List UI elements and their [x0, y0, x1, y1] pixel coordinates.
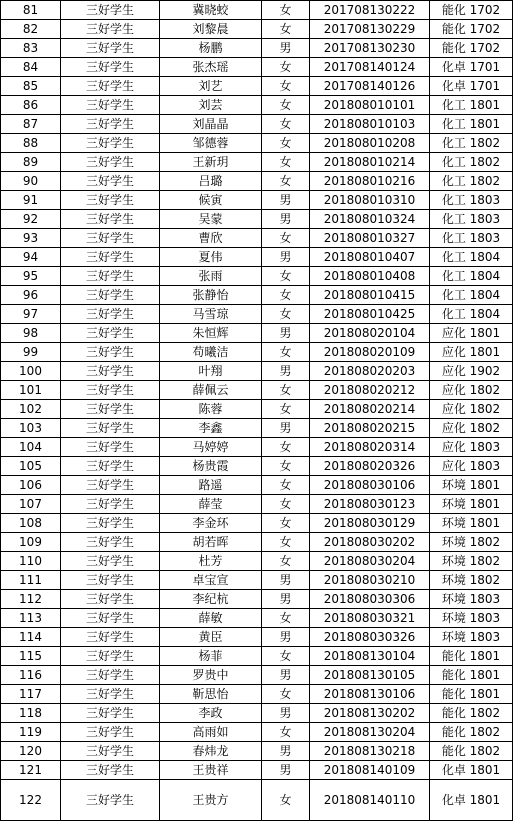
- class-cell: 化工 1803: [430, 191, 513, 210]
- student-id-cell: 201808010216: [310, 172, 430, 191]
- row-number-cell: 88: [1, 134, 61, 153]
- table-row: [1, 77, 513, 96]
- row-number-cell: 94: [1, 248, 61, 267]
- table-row: [1, 495, 513, 514]
- class-cell: 化卓 1801: [430, 761, 513, 780]
- gender-cell: 女: [262, 533, 310, 552]
- row-number-cell: 101: [1, 381, 61, 400]
- row-number-cell: 87: [1, 115, 61, 134]
- row-number-cell: 115: [1, 647, 61, 666]
- student-name-cell: 朱恒辉: [160, 324, 262, 343]
- gender-cell: 女: [262, 381, 310, 400]
- row-number-cell: 110: [1, 552, 61, 571]
- student-id-cell: 201808010324: [310, 210, 430, 229]
- award-cell: 三好学生: [61, 647, 160, 666]
- award-cell: 三好学生: [61, 229, 160, 248]
- row-number-cell: 82: [1, 20, 61, 39]
- class-cell: 化工 1803: [430, 229, 513, 248]
- row-number-cell: 95: [1, 267, 61, 286]
- award-cell: 三好学生: [61, 115, 160, 134]
- table-row: [1, 571, 513, 590]
- student-name-cell: 马婷婷: [160, 438, 262, 457]
- table-row: [1, 590, 513, 609]
- award-cell: 三好学生: [61, 362, 160, 381]
- table-row: [1, 39, 513, 58]
- student-name-cell: 夏伟: [160, 248, 262, 267]
- row-number-cell: 90: [1, 172, 61, 191]
- award-cell: 三好学生: [61, 20, 160, 39]
- student-id-cell: 201808010408: [310, 267, 430, 286]
- student-name-cell: 黄臣: [160, 628, 262, 647]
- gender-cell: 女: [262, 552, 310, 571]
- class-cell: 化工 1804: [430, 305, 513, 324]
- table-row: [1, 438, 513, 457]
- gender-cell: 女: [262, 153, 310, 172]
- gender-cell: 女: [262, 134, 310, 153]
- student-name-cell: 路遥: [160, 476, 262, 495]
- row-number-cell: 103: [1, 419, 61, 438]
- student-id-cell: 201808030204: [310, 552, 430, 571]
- row-number-cell: 120: [1, 742, 61, 761]
- student-id-cell: 201808030129: [310, 514, 430, 533]
- award-cell: 三好学生: [61, 476, 160, 495]
- table-row: [1, 115, 513, 134]
- student-id-cell: 201808010310: [310, 191, 430, 210]
- award-cell: 三好学生: [61, 666, 160, 685]
- table-row: [1, 362, 513, 381]
- student-id-cell: 201808020203: [310, 362, 430, 381]
- student-id-cell: 201808030210: [310, 571, 430, 590]
- class-cell: 环境 1803: [430, 628, 513, 647]
- gender-cell: 女: [262, 343, 310, 362]
- student-id-cell: 201808010214: [310, 153, 430, 172]
- award-cell: 三好学生: [61, 723, 160, 742]
- table-row: [1, 229, 513, 248]
- gender-cell: 男: [262, 248, 310, 267]
- award-cell: 三好学生: [61, 533, 160, 552]
- class-cell: 能化 1802: [430, 704, 513, 723]
- student-id-cell: 201808140110: [310, 780, 430, 821]
- row-number-cell: 89: [1, 153, 61, 172]
- award-cell: 三好学生: [61, 343, 160, 362]
- student-name-cell: 杨菲: [160, 647, 262, 666]
- student-id-cell: 201808020326: [310, 457, 430, 476]
- gender-cell: 男: [262, 666, 310, 685]
- class-cell: 应化 1801: [430, 324, 513, 343]
- gender-cell: 女: [262, 115, 310, 134]
- award-cell: 三好学生: [61, 704, 160, 723]
- table-row: [1, 305, 513, 324]
- row-number-cell: 92: [1, 210, 61, 229]
- row-number-cell: 84: [1, 58, 61, 77]
- class-cell: 应化 1802: [430, 419, 513, 438]
- gender-cell: 男: [262, 590, 310, 609]
- student-id-cell: 201808130202: [310, 704, 430, 723]
- award-cell: 三好学生: [61, 153, 160, 172]
- student-name-cell: 冀晓蛟: [160, 1, 262, 20]
- table-row: [1, 400, 513, 419]
- student-name-cell: 春炜龙: [160, 742, 262, 761]
- student-id-cell: 201808130104: [310, 647, 430, 666]
- class-cell: 应化 1802: [430, 381, 513, 400]
- award-cell: 三好学生: [61, 495, 160, 514]
- gender-cell: 男: [262, 704, 310, 723]
- gender-cell: 男: [262, 191, 310, 210]
- class-cell: 应化 1802: [430, 400, 513, 419]
- award-cell: 三好学生: [61, 590, 160, 609]
- award-cell: 三好学生: [61, 609, 160, 628]
- table-row: [1, 476, 513, 495]
- student-name-cell: 吕璐: [160, 172, 262, 191]
- class-cell: 化工 1801: [430, 96, 513, 115]
- student-name-cell: 杨鹏: [160, 39, 262, 58]
- class-cell: 环境 1801: [430, 495, 513, 514]
- student-name-cell: 张雨: [160, 267, 262, 286]
- table-row: [1, 96, 513, 115]
- table-row: [1, 704, 513, 723]
- student-id-cell: 201808130218: [310, 742, 430, 761]
- student-id-cell: 201808030321: [310, 609, 430, 628]
- table-row: [1, 533, 513, 552]
- class-cell: 环境 1802: [430, 533, 513, 552]
- class-cell: 应化 1803: [430, 457, 513, 476]
- student-id-cell: 201808010208: [310, 134, 430, 153]
- class-cell: 环境 1801: [430, 476, 513, 495]
- row-number-cell: 91: [1, 191, 61, 210]
- award-cell: 三好学生: [61, 286, 160, 305]
- row-number-cell: 83: [1, 39, 61, 58]
- gender-cell: 男: [262, 39, 310, 58]
- row-number-cell: 112: [1, 590, 61, 609]
- row-number-cell: 106: [1, 476, 61, 495]
- student-name-cell: 王贵祥: [160, 761, 262, 780]
- class-cell: 环境 1803: [430, 590, 513, 609]
- student-id-cell: 201708140126: [310, 77, 430, 96]
- student-id-cell: 201808010407: [310, 248, 430, 267]
- gender-cell: 女: [262, 77, 310, 96]
- class-cell: 化卓 1701: [430, 77, 513, 96]
- table-row: [1, 761, 513, 780]
- student-id-cell: 201708130229: [310, 20, 430, 39]
- student-id-cell: 201808030123: [310, 495, 430, 514]
- row-number-cell: 86: [1, 96, 61, 115]
- row-number-cell: 104: [1, 438, 61, 457]
- student-name-cell: 吴蒙: [160, 210, 262, 229]
- row-number-cell: 122: [1, 780, 61, 821]
- gender-cell: 女: [262, 20, 310, 39]
- table-row: [1, 153, 513, 172]
- table-row: [1, 286, 513, 305]
- gender-cell: 男: [262, 210, 310, 229]
- table-row: [1, 343, 513, 362]
- student-id-cell: 201708130230: [310, 39, 430, 58]
- table-row: [1, 666, 513, 685]
- award-cell: 三好学生: [61, 172, 160, 191]
- table-row: [1, 210, 513, 229]
- row-number-cell: 114: [1, 628, 61, 647]
- student-id-cell: 201808030306: [310, 590, 430, 609]
- award-cell: 三好学生: [61, 324, 160, 343]
- table-row: [1, 552, 513, 571]
- row-number-cell: 98: [1, 324, 61, 343]
- gender-cell: 女: [262, 457, 310, 476]
- award-cell: 三好学生: [61, 780, 160, 821]
- student-id-cell: 201808020314: [310, 438, 430, 457]
- gender-cell: 女: [262, 609, 310, 628]
- student-name-cell: 张静怡: [160, 286, 262, 305]
- table-row: [1, 172, 513, 191]
- class-cell: 化工 1804: [430, 286, 513, 305]
- class-cell: 能化 1801: [430, 685, 513, 704]
- award-cell: 三好学生: [61, 77, 160, 96]
- gender-cell: 女: [262, 723, 310, 742]
- row-number-cell: 81: [1, 1, 61, 20]
- row-number-cell: 85: [1, 77, 61, 96]
- student-name-cell: 靳思怡: [160, 685, 262, 704]
- class-cell: 化工 1802: [430, 153, 513, 172]
- student-id-cell: 201808020109: [310, 343, 430, 362]
- student-id-cell: 201808020212: [310, 381, 430, 400]
- gender-cell: 女: [262, 685, 310, 704]
- student-name-cell: 叶翔: [160, 362, 262, 381]
- class-cell: 环境 1803: [430, 609, 513, 628]
- student-id-cell: 201808030326: [310, 628, 430, 647]
- row-number-cell: 96: [1, 286, 61, 305]
- award-cell: 三好学生: [61, 305, 160, 324]
- award-cell: 三好学生: [61, 628, 160, 647]
- row-number-cell: 109: [1, 533, 61, 552]
- award-cell: 三好学生: [61, 210, 160, 229]
- table-row: [1, 647, 513, 666]
- row-number-cell: 100: [1, 362, 61, 381]
- student-name-cell: 曹欣: [160, 229, 262, 248]
- award-cell: 三好学生: [61, 248, 160, 267]
- table-row: [1, 685, 513, 704]
- student-name-cell: 陈蓉: [160, 400, 262, 419]
- student-id-cell: 201808010425: [310, 305, 430, 324]
- student-name-cell: 刘芸: [160, 96, 262, 115]
- student-id-cell: 201808020104: [310, 324, 430, 343]
- gender-cell: 女: [262, 780, 310, 821]
- award-cell: 三好学生: [61, 685, 160, 704]
- student-id-cell: 201808020214: [310, 400, 430, 419]
- student-name-cell: 王新玥: [160, 153, 262, 172]
- student-id-cell: 201808010415: [310, 286, 430, 305]
- award-cell: 三好学生: [61, 39, 160, 58]
- student-name-cell: 李金环: [160, 514, 262, 533]
- award-cell: 三好学生: [61, 419, 160, 438]
- row-number-cell: 93: [1, 229, 61, 248]
- student-name-cell: 苟曦洁: [160, 343, 262, 362]
- award-cell: 三好学生: [61, 267, 160, 286]
- gender-cell: 女: [262, 647, 310, 666]
- table-row: [1, 20, 513, 39]
- student-name-cell: 薛敏: [160, 609, 262, 628]
- award-table-body: [1, 1, 513, 821]
- award-cell: 三好学生: [61, 761, 160, 780]
- student-name-cell: 罗贵中: [160, 666, 262, 685]
- student-id-cell: 201808130204: [310, 723, 430, 742]
- award-cell: 三好学生: [61, 1, 160, 20]
- student-name-cell: 薛莹: [160, 495, 262, 514]
- student-name-cell: 卓宝宣: [160, 571, 262, 590]
- class-cell: 能化 1802: [430, 723, 513, 742]
- student-id-cell: 201808030202: [310, 533, 430, 552]
- class-cell: 能化 1702: [430, 20, 513, 39]
- award-cell: 三好学生: [61, 96, 160, 115]
- row-number-cell: 118: [1, 704, 61, 723]
- table-row: [1, 457, 513, 476]
- table-row: [1, 628, 513, 647]
- student-name-cell: 张杰瑶: [160, 58, 262, 77]
- row-number-cell: 117: [1, 685, 61, 704]
- row-number-cell: 99: [1, 343, 61, 362]
- row-number-cell: 111: [1, 571, 61, 590]
- table-row: [1, 723, 513, 742]
- award-cell: 三好学生: [61, 191, 160, 210]
- class-cell: 能化 1801: [430, 647, 513, 666]
- award-cell: 三好学生: [61, 457, 160, 476]
- class-cell: 环境 1801: [430, 514, 513, 533]
- class-cell: 能化 1702: [430, 39, 513, 58]
- class-cell: 化工 1802: [430, 134, 513, 153]
- table-row: [1, 267, 513, 286]
- table-row: [1, 248, 513, 267]
- row-number-cell: 116: [1, 666, 61, 685]
- table-row: [1, 1, 513, 20]
- gender-cell: 男: [262, 362, 310, 381]
- student-id-cell: 201808140109: [310, 761, 430, 780]
- table-row: [1, 514, 513, 533]
- gender-cell: 男: [262, 571, 310, 590]
- gender-cell: 女: [262, 305, 310, 324]
- class-cell: 化卓 1801: [430, 780, 513, 821]
- class-cell: 环境 1802: [430, 552, 513, 571]
- gender-cell: 女: [262, 400, 310, 419]
- award-cell: 三好学生: [61, 742, 160, 761]
- award-cell: 三好学生: [61, 58, 160, 77]
- gender-cell: 女: [262, 172, 310, 191]
- class-cell: 环境 1802: [430, 571, 513, 590]
- student-id-cell: 201808020215: [310, 419, 430, 438]
- award-cell: 三好学生: [61, 514, 160, 533]
- row-number-cell: 121: [1, 761, 61, 780]
- class-cell: 应化 1902: [430, 362, 513, 381]
- row-number-cell: 108: [1, 514, 61, 533]
- student-id-cell: 201808010327: [310, 229, 430, 248]
- student-id-cell: 201708130222: [310, 1, 430, 20]
- gender-cell: 女: [262, 58, 310, 77]
- student-name-cell: 胡若晖: [160, 533, 262, 552]
- student-id-cell: 201808130105: [310, 666, 430, 685]
- award-cell: 三好学生: [61, 381, 160, 400]
- student-name-cell: 马雪琼: [160, 305, 262, 324]
- class-cell: 化工 1803: [430, 210, 513, 229]
- award-cell: 三好学生: [61, 400, 160, 419]
- gender-cell: 女: [262, 229, 310, 248]
- student-name-cell: 王贵方: [160, 780, 262, 821]
- class-cell: 能化 1801: [430, 666, 513, 685]
- student-name-cell: 候寅: [160, 191, 262, 210]
- table-row: [1, 191, 513, 210]
- gender-cell: 女: [262, 286, 310, 305]
- class-cell: 化工 1804: [430, 248, 513, 267]
- row-number-cell: 102: [1, 400, 61, 419]
- class-cell: 化工 1801: [430, 115, 513, 134]
- class-cell: 化卓 1701: [430, 58, 513, 77]
- table-row: [1, 742, 513, 761]
- gender-cell: 女: [262, 267, 310, 286]
- table-row: [1, 134, 513, 153]
- row-number-cell: 105: [1, 457, 61, 476]
- gender-cell: 男: [262, 628, 310, 647]
- award-cell: 三好学生: [61, 571, 160, 590]
- student-name-cell: 杜芳: [160, 552, 262, 571]
- student-name-cell: 李政: [160, 704, 262, 723]
- gender-cell: 女: [262, 514, 310, 533]
- student-id-cell: 201808030106: [310, 476, 430, 495]
- student-id-cell: 201808010103: [310, 115, 430, 134]
- table-row: [1, 780, 513, 821]
- row-number-cell: 107: [1, 495, 61, 514]
- student-name-cell: 李鑫: [160, 419, 262, 438]
- gender-cell: 男: [262, 324, 310, 343]
- gender-cell: 女: [262, 495, 310, 514]
- table-row: [1, 381, 513, 400]
- student-name-cell: 邹德蓉: [160, 134, 262, 153]
- student-name-cell: 高雨如: [160, 723, 262, 742]
- class-cell: 能化 1702: [430, 1, 513, 20]
- gender-cell: 女: [262, 438, 310, 457]
- gender-cell: 男: [262, 742, 310, 761]
- student-name-cell: 刘艺: [160, 77, 262, 96]
- student-id-cell: 201808010101: [310, 96, 430, 115]
- student-name-cell: 杨贵霞: [160, 457, 262, 476]
- table-row: [1, 324, 513, 343]
- table-row: [1, 609, 513, 628]
- student-name-cell: 李纪杭: [160, 590, 262, 609]
- class-cell: 能化 1802: [430, 742, 513, 761]
- class-cell: 应化 1803: [430, 438, 513, 457]
- gender-cell: 男: [262, 419, 310, 438]
- table-row: [1, 419, 513, 438]
- class-cell: 应化 1801: [430, 343, 513, 362]
- award-cell: 三好学生: [61, 134, 160, 153]
- gender-cell: 女: [262, 1, 310, 20]
- row-number-cell: 97: [1, 305, 61, 324]
- student-id-cell: 201708140124: [310, 58, 430, 77]
- gender-cell: 女: [262, 96, 310, 115]
- student-name-cell: 刘晶晶: [160, 115, 262, 134]
- gender-cell: 男: [262, 761, 310, 780]
- student-name-cell: 薛佩云: [160, 381, 262, 400]
- row-number-cell: 113: [1, 609, 61, 628]
- table-row: [1, 58, 513, 77]
- award-cell: 三好学生: [61, 438, 160, 457]
- class-cell: 化工 1804: [430, 267, 513, 286]
- row-number-cell: 119: [1, 723, 61, 742]
- student-id-cell: 201808130106: [310, 685, 430, 704]
- class-cell: 化工 1802: [430, 172, 513, 191]
- award-cell: 三好学生: [61, 552, 160, 571]
- student-name-cell: 刘黎晨: [160, 20, 262, 39]
- gender-cell: 女: [262, 476, 310, 495]
